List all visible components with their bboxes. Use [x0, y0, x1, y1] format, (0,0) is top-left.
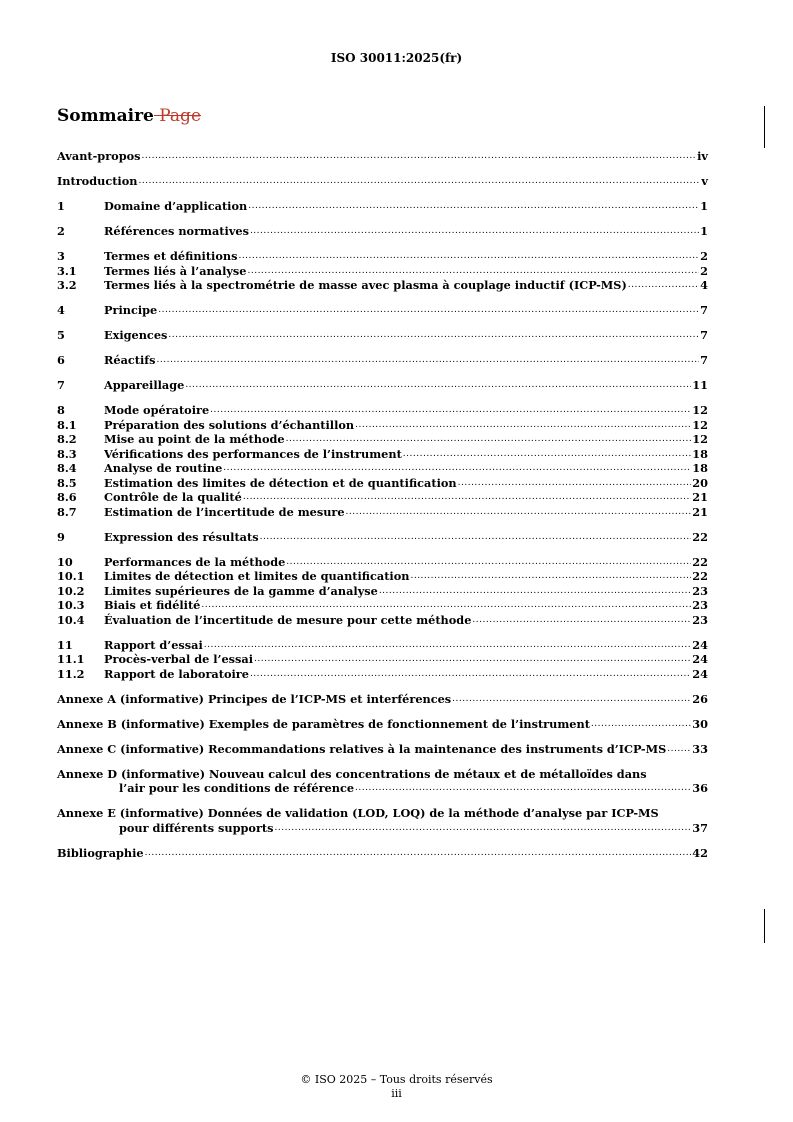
toc-entry-text: Analyse de routine: [104, 461, 223, 475]
toc-entry-page: 23: [692, 612, 708, 627]
toc-entry-number: 8.3: [57, 446, 77, 461]
toc-entry-number: 4: [57, 303, 65, 317]
toc-dot-leader: [379, 584, 691, 599]
toc-dot-leader: [223, 461, 691, 476]
toc-dot-leader: [250, 667, 691, 682]
toc-annex-row: [57, 717, 708, 732]
toc-annex-continuation: [57, 821, 708, 836]
toc-entry-number: 8.5: [57, 475, 77, 490]
toc-dot-leader: [410, 569, 691, 584]
toc-entry[interactable]: [57, 530, 708, 545]
toc-annex-entry[interactable]: [57, 692, 708, 707]
toc-annex-entry[interactable]: [57, 806, 708, 835]
toc-annex-title-line2: l’air pour les conditions de référence: [119, 781, 355, 795]
toc-dot-leader: [355, 418, 691, 433]
toc-annexes: [57, 692, 708, 836]
toc-entry-page: 21: [692, 504, 708, 519]
toc-entry[interactable]: [57, 598, 708, 613]
toc-dot-leader: [243, 490, 691, 505]
toc-entry[interactable]: [57, 505, 708, 520]
toc-dot-leader: [254, 652, 691, 667]
toc-entry-number: 2: [57, 224, 65, 238]
toc-dot-leader: [628, 278, 699, 293]
toc-entry-text: Biais et fidélité: [104, 598, 201, 612]
toc-annex-title: Annexe B (informative) Exemples de paramètres de fonctionnement de l’instrument: [57, 716, 590, 731]
toc-dot-leader: [260, 530, 692, 545]
toc-entry-text: Estimation des limites de détection et de quantification: [104, 475, 457, 490]
toc-entry-page: 4: [700, 278, 708, 292]
toc-entry-text: Estimation de l’incertitude de mesure: [104, 504, 345, 519]
toc-dot-leader: [247, 264, 699, 279]
toc-entry-number: 10.2: [57, 583, 85, 598]
toc-dot-leader: [250, 224, 699, 239]
toc-entry-page: iv: [697, 149, 708, 163]
toc-entry-number: 10: [57, 554, 73, 569]
toc-entry-page: 12: [692, 403, 708, 417]
toc-dot-leader: [142, 149, 697, 164]
toc-entry-page: 24: [692, 652, 708, 666]
toc-entry-text: Limites supérieures de la gamme d’analyse: [104, 583, 378, 598]
toc-entry[interactable]: [57, 432, 708, 447]
toc-entry[interactable]: [57, 490, 708, 505]
toc-entry[interactable]: [57, 378, 708, 393]
page-title: [57, 106, 201, 126]
toc-entry-number: 9: [57, 529, 65, 544]
toc-dot-leader: [158, 303, 699, 318]
toc-entry[interactable]: [57, 476, 708, 491]
toc-entry-number: 1: [57, 199, 65, 213]
toc-entry-page: 2: [700, 263, 708, 278]
toc-entry-text: Termes et définitions: [104, 249, 238, 263]
toc-dot-leader: [168, 328, 699, 343]
toc-annex-continuation: [57, 781, 708, 796]
toc-entry-number: 6: [57, 353, 65, 367]
toc-dot-leader: [355, 781, 691, 796]
toc-entry[interactable]: [57, 667, 708, 682]
toc-annex-title-line2: pour différents supports: [119, 820, 274, 835]
toc-entry-page: 22: [692, 554, 708, 569]
toc-dot-leader: [346, 505, 692, 520]
toc-entry-text: Termes liés à la spectrométrie de masse avec plasma à couplage inductif (ICP-MS): [104, 278, 627, 292]
toc-entry-page: 7: [700, 353, 708, 367]
document-header: ISO 30011:2025(fr): [330, 51, 463, 65]
toc-entry-page: 11: [692, 378, 708, 392]
toc-entry-page: 30: [692, 716, 708, 731]
toc-entry-number: 3: [57, 249, 65, 263]
toc-entry[interactable]: [57, 638, 708, 653]
toc-entry[interactable]: [57, 461, 708, 476]
toc-dot-leader: [286, 432, 692, 447]
toc-entry-page: 1: [700, 224, 708, 238]
table-of-contents: [57, 149, 708, 860]
toc-entry-page: 7: [700, 303, 708, 317]
toc-entry-text: Appareillage: [104, 378, 185, 392]
toc-entry-bibliography[interactable]: [57, 846, 708, 861]
toc-entry-number: 11.1: [57, 652, 85, 666]
copyright-notice: © ISO 2025 – Tous droits réservés: [300, 1073, 493, 1086]
toc-entry-text: Mode opératoire: [104, 403, 210, 417]
toc-entry-text: Limites de détection et limites de quantification: [104, 569, 410, 583]
toc-entry[interactable]: [57, 403, 708, 418]
toc-entry[interactable]: [57, 652, 708, 667]
toc-dot-leader: [591, 717, 691, 732]
toc-entry-text: Rapport d’essai: [104, 637, 203, 652]
toc-entry[interactable]: [57, 328, 708, 343]
page-footer: [0, 1073, 793, 1101]
toc-entry[interactable]: [57, 278, 708, 293]
toc-entry[interactable]: [57, 418, 708, 433]
toc-entry-number: 11.2: [57, 666, 85, 681]
toc-entry-text: Principe: [104, 303, 158, 317]
toc-entry-page: 22: [692, 529, 708, 544]
toc-entry[interactable]: [57, 224, 708, 239]
toc-annex-row: [57, 692, 708, 707]
toc-entry[interactable]: [57, 174, 708, 189]
toc-entry-text: Évaluation de l’incertitude de mesure pour cette méthode: [104, 612, 472, 627]
change-bar-top: [764, 106, 765, 148]
toc-dot-leader: [204, 638, 692, 653]
toc-dot-leader: [248, 199, 699, 214]
toc-entry-number: 10.4: [57, 612, 85, 627]
toc-entry-page: 1: [700, 199, 708, 213]
toc-entry-page: 20: [692, 475, 708, 490]
toc-entry-number: 8.1: [57, 417, 77, 432]
toc-entry[interactable]: [57, 264, 708, 279]
toc-dot-leader: [403, 447, 691, 462]
toc-entry-text: Performances de la méthode: [104, 554, 286, 569]
toc-entry-number: 3.1: [57, 263, 77, 278]
toc-entry-page: 18: [692, 461, 708, 475]
toc-entry-page: 12: [692, 417, 708, 432]
change-bar-bottom: [764, 909, 765, 943]
toc-annex-title: Annexe D (informative) Nouveau calcul des concentrations de métaux et de métalloïdes dans: [57, 766, 647, 781]
toc-entry-number: 8.4: [57, 461, 77, 475]
toc-entry-page: 23: [692, 598, 708, 612]
toc-entry-text: Expression des résultats: [104, 529, 259, 544]
toc-entry-number: 8.6: [57, 490, 77, 504]
toc-entry-page: 12: [692, 432, 708, 446]
title-main: Sommaire: [57, 106, 154, 126]
toc-entry-number: 8: [57, 403, 65, 417]
toc-entry[interactable]: [57, 199, 708, 214]
toc-entry[interactable]: [57, 613, 708, 628]
toc-dot-leader: [185, 378, 691, 393]
toc-entry-text: Préparation des solutions d’échantillon: [104, 417, 355, 432]
toc-dot-leader: [157, 353, 700, 368]
toc-entry-text: Avant-propos: [57, 149, 141, 163]
toc-entry[interactable]: [57, 569, 708, 584]
toc-entry[interactable]: [57, 303, 708, 318]
toc-entry-number: 7: [57, 378, 65, 392]
toc-entry-text: Mise au point de la méthode: [104, 432, 285, 446]
toc-entry-page: 37: [692, 820, 708, 835]
toc-entry[interactable]: [57, 249, 708, 264]
toc-entry-page: 23: [692, 583, 708, 598]
toc-entry-page: 33: [692, 741, 708, 756]
toc-entry-number: 10.3: [57, 598, 85, 612]
toc-entry[interactable]: [57, 555, 708, 570]
toc-entry-page: 26: [692, 691, 708, 706]
toc-annex-entry[interactable]: [57, 767, 708, 796]
toc-entry-text: Domaine d’application: [104, 199, 248, 213]
toc-entry-page: 21: [692, 490, 708, 504]
toc-dot-leader: [238, 249, 699, 264]
toc-entry-number: 8.2: [57, 432, 77, 446]
toc-dot-leader: [472, 613, 691, 628]
toc-entry-page: 42: [692, 845, 708, 860]
toc-entry[interactable]: [57, 353, 708, 368]
toc-entry-text: Rapport de laboratoire: [104, 666, 249, 681]
toc-entry-page: 2: [700, 249, 708, 263]
toc-entry-page: 7: [700, 328, 708, 342]
toc-entry-number: 3.2: [57, 278, 77, 292]
toc-entry-page: 22: [692, 569, 708, 583]
toc-entry-text: Introduction: [57, 174, 138, 188]
toc-dot-leader: [286, 555, 691, 570]
toc-dot-leader: [458, 476, 692, 491]
toc-entry-page: 36: [692, 781, 708, 795]
toc-entry-text: Vérifications des performances de l’instrument: [104, 446, 402, 461]
toc-entry[interactable]: [57, 584, 708, 599]
toc-dot-leader: [452, 692, 691, 707]
toc-entry-number: 11: [57, 637, 73, 652]
toc-annex-entry[interactable]: [57, 742, 708, 757]
toc-annex-entry[interactable]: [57, 717, 708, 732]
toc-dot-leader: [201, 598, 691, 613]
toc-entry-text: Réactifs: [104, 353, 156, 367]
toc-entry-page: 24: [692, 666, 708, 681]
toc-entry-text: Bibliographie: [57, 845, 144, 860]
toc-entry-text: Contrôle de la qualité: [104, 490, 242, 504]
toc-entry-number: 10.1: [57, 569, 85, 583]
toc-dot-leader: [145, 846, 692, 861]
toc-entry-text: Exigences: [104, 328, 168, 342]
toc-dot-leader: [138, 174, 700, 189]
toc-entry-text: Références normatives: [104, 224, 249, 238]
toc-entry-number: 8.7: [57, 504, 77, 519]
toc-entry[interactable]: [57, 149, 708, 164]
toc-annex-title: Annexe C (informative) Recommandations relatives à la maintenance des instruments d’ICP-MS: [57, 741, 667, 756]
toc-entry-text: Procès-verbal de l’essai: [104, 652, 254, 666]
toc-annex-title: Annexe E (informative) Données de validation (LOD, LOQ) de la méthode d’analyse par ICP-MS: [57, 806, 659, 820]
toc-dot-leader: [274, 821, 691, 836]
toc-entry-number: 5: [57, 328, 65, 342]
toc-dot-leader: [210, 403, 691, 418]
toc-entry-text: Termes liés à l’analyse: [104, 263, 247, 278]
page-number: iii: [391, 1087, 402, 1100]
toc-annex-row: [57, 742, 708, 757]
toc-entries: [57, 149, 708, 681]
title-struck-page-label: Page: [153, 106, 202, 126]
toc-annex-title: Annexe A (informative) Principes de l’ICP-MS et interférences: [57, 691, 452, 706]
toc-dot-leader: [667, 742, 691, 757]
toc-entry[interactable]: [57, 447, 708, 462]
toc-entry-page: v: [701, 174, 708, 188]
toc-entry-page: 24: [692, 637, 708, 652]
toc-entry-page: 18: [692, 446, 708, 461]
